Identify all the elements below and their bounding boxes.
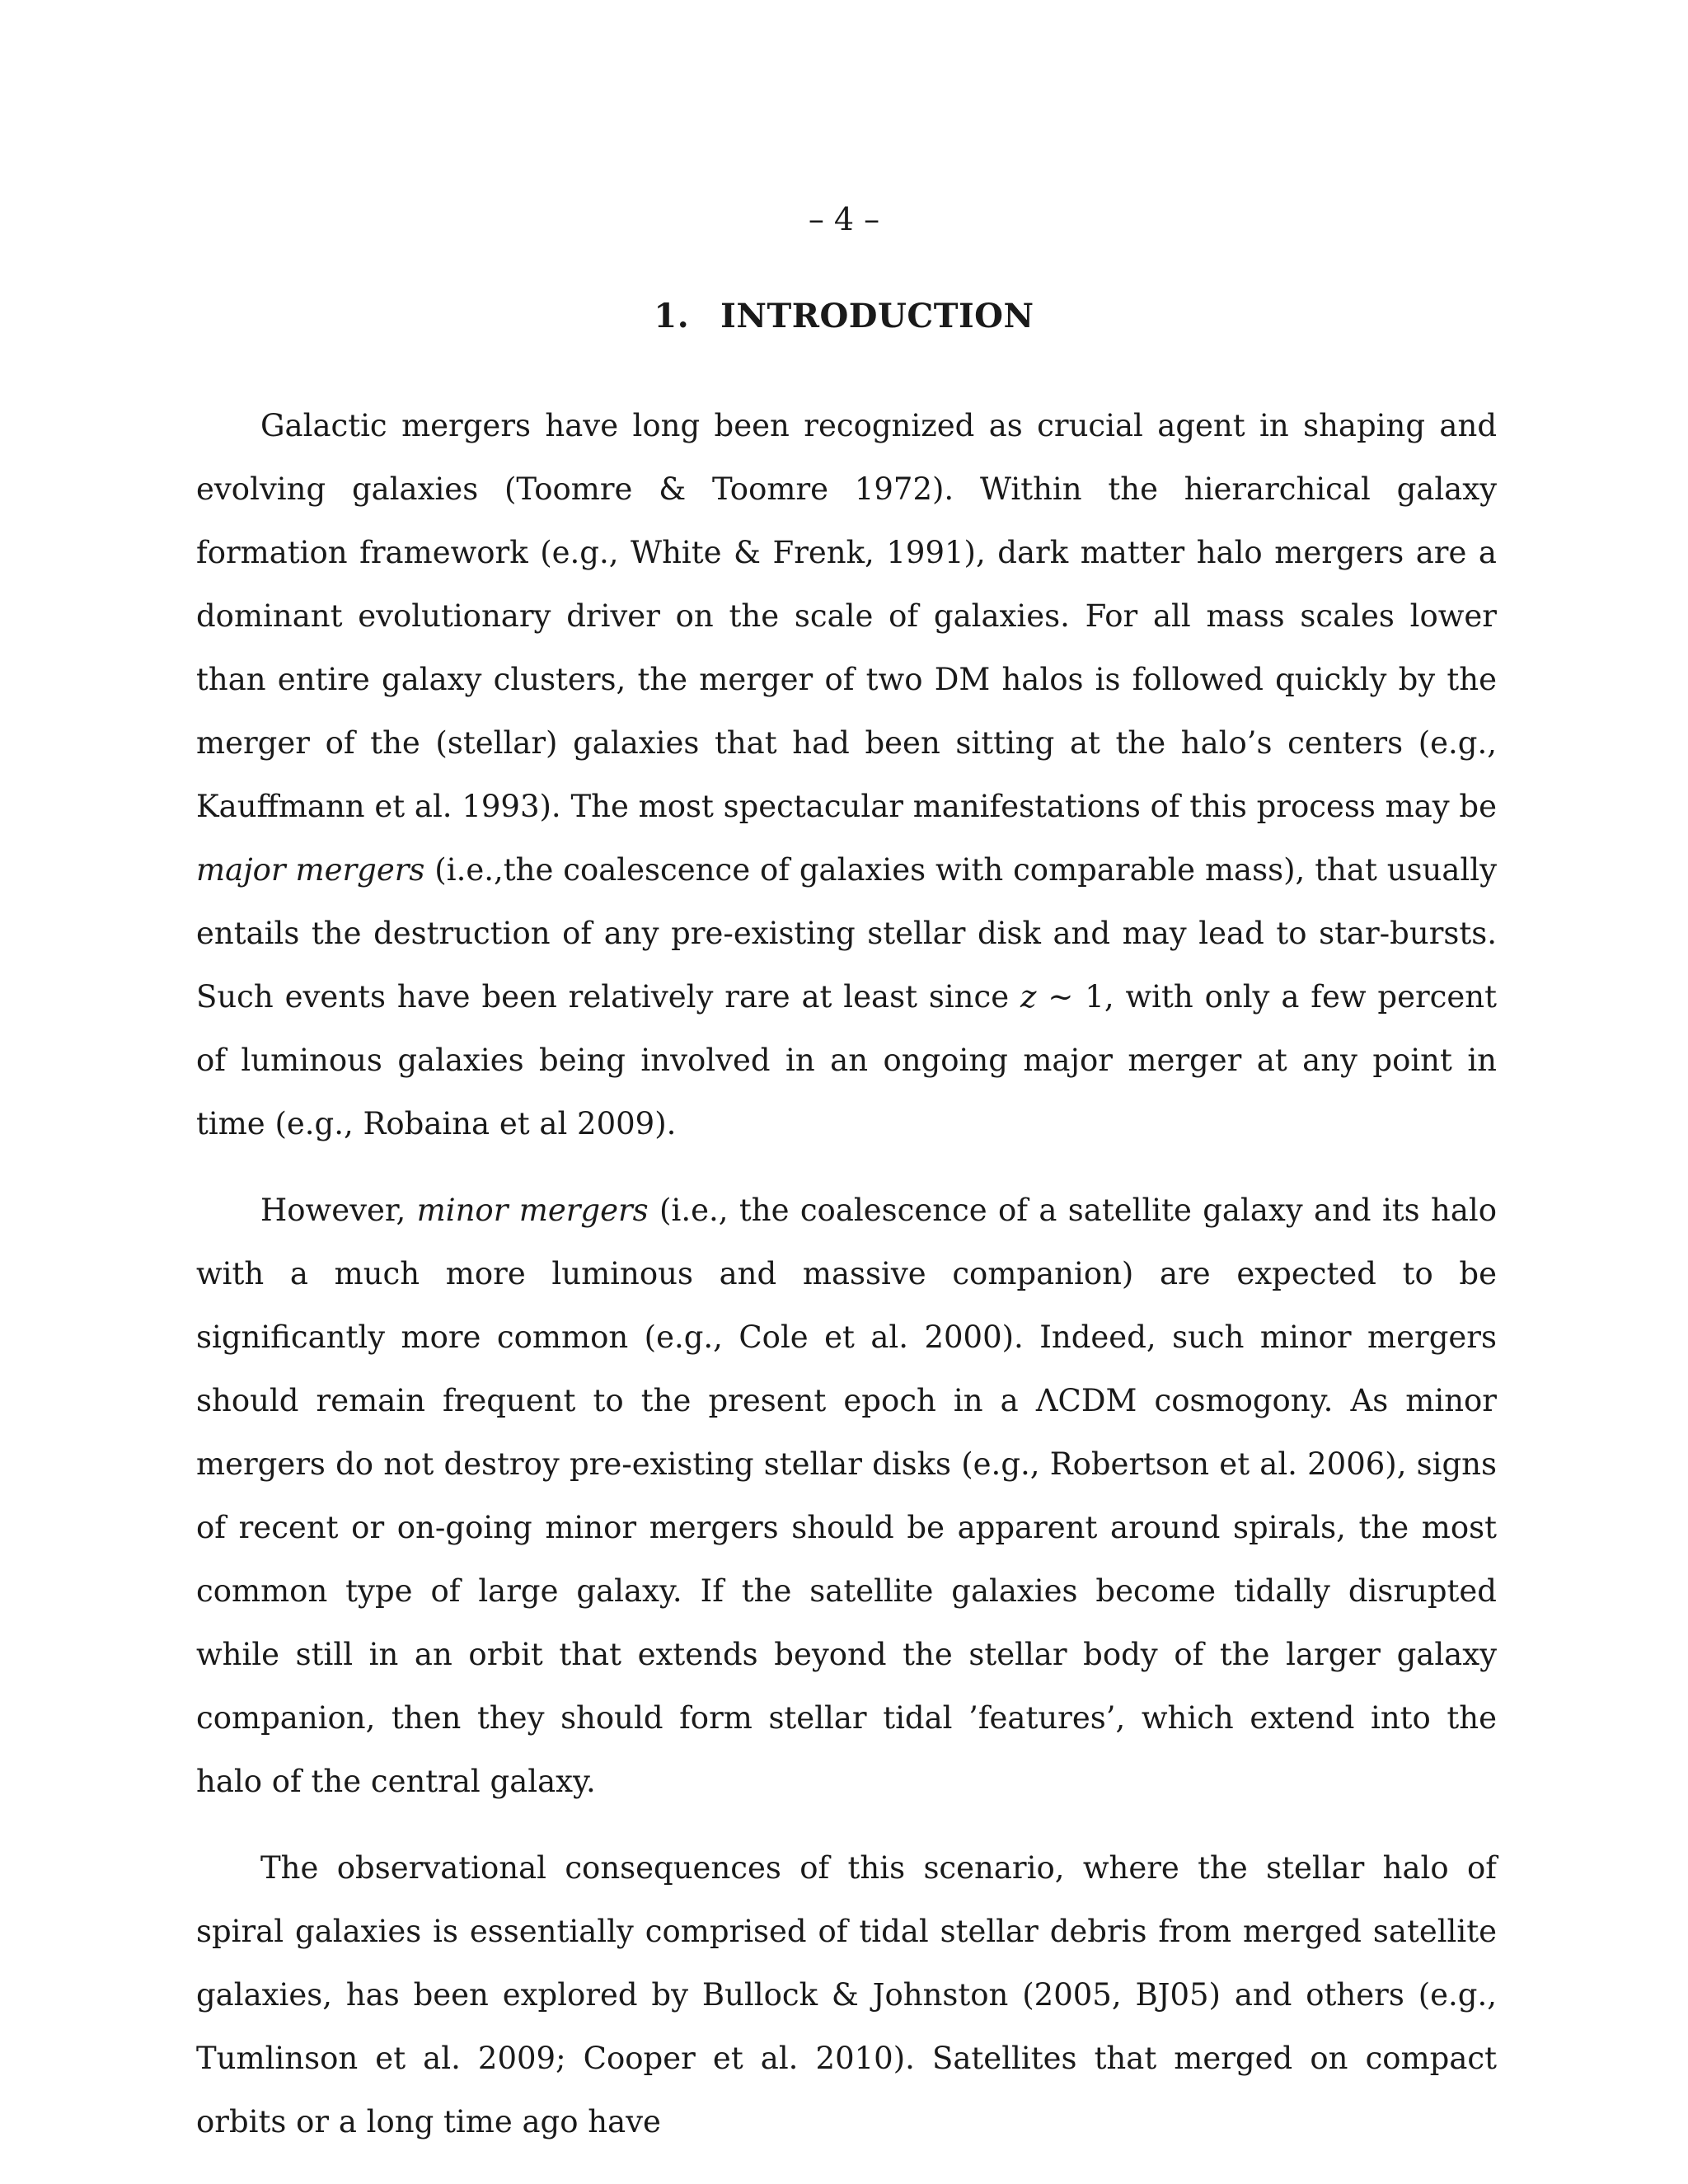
section-title: INTRODUCTION: [720, 297, 1034, 335]
paragraph-1-emphasis: major mergers: [196, 852, 425, 888]
paragraph-2-text-a: However,: [260, 1193, 417, 1228]
paragraph-3: [196, 1836, 1497, 2154]
paragraph-1-text-c: ∼ 1, with only a few percent of luminous galaxies being involved in an ongoing major merger at any point in time (e.g., Robaina et al 2009).: [196, 979, 1497, 1141]
page-number: – 4 –: [808, 201, 880, 237]
section-heading: [0, 294, 1688, 339]
body-text: [196, 394, 1497, 2177]
paragraph-1-text-b: (i.e.,the coalescence of galaxies with comparable mass), that usually entails the destruction of any pre-existing stellar disk and may lead to star-bursts. Such events have been relatively rare at least since: [196, 852, 1497, 1015]
paragraph-1: [196, 394, 1497, 1155]
paragraph-2-text-b: (i.e., the coalescence of a satellite galaxy and its halo with a much more luminous and massive companion) are expected to be significantly more common (e.g., Cole et al. 2000). Indeed, such minor mergers should remain frequent to the present epoch in a ΛCDM cosmogony. As minor mergers do not destroy pre-existing stellar disks (e.g., Robertson et al. 2006), signs of recent or on-going minor mergers should be apparent around spirals, the most common type of large galaxy. If the satellite galaxies become tidally disrupted while still in an orbit that extends beyond the stellar body of the larger galaxy companion, then they should form stellar tidal ’features’, which extend into the halo of the central galaxy.: [196, 1193, 1498, 1799]
paragraph-2-emphasis: minor mergers: [416, 1193, 649, 1228]
paragraph-2: [196, 1179, 1497, 1813]
paragraph-1-math-z: z: [1020, 979, 1037, 1015]
paragraph-1-text-a: Galactic mergers have long been recognized as crucial agent in shaping and evolving galaxies (Toomre & Toomre 1972). Within the hierarchical galaxy formation framework (e.g., White & Frenk, 1991), dark matter halo mergers are a dominant evolutionary driver on the scale of galaxies. For all mass scales lower than entire galaxy clusters, the merger of two DM halos is followed quickly by the merger of the (stellar) galaxies that had been sitting at the halo’s centers (e.g., Kauffmann et al. 1993). The most spectacular manifestations of this process may be: [196, 408, 1497, 824]
paragraph-3-text: The observational consequences of this scenario, where the stellar halo of spiral galaxies is essentially comprised of tidal stellar debris from merged satellite galaxies, has been explored by Bullock & Johnston (2005, BJ05) and others (e.g., Tumlinson et al. 2009; Cooper et al. 2010). Satellites that merged on compact orbits or a long time ago have: [196, 1850, 1497, 2139]
section-number: 1.: [654, 297, 690, 335]
